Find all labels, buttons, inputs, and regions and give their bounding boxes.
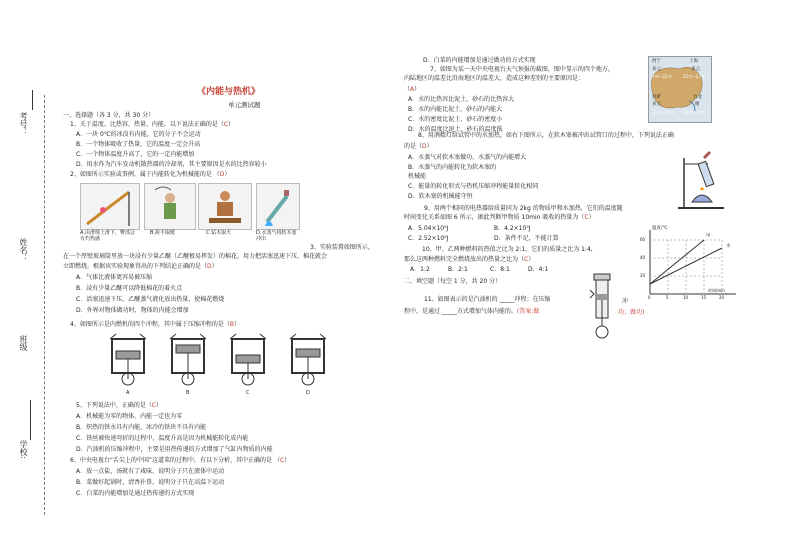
- graph-xtick-20: 20: [719, 295, 725, 300]
- q10-option-b: B．2:1: [448, 266, 468, 273]
- q5-option-a: A．机械能为零的物体，内能一定也为零: [76, 413, 183, 420]
- q6-answer: C: [279, 457, 285, 464]
- map-lasa-weather: 多云: [652, 102, 661, 107]
- q10-option-d: D．4:1: [528, 266, 549, 273]
- graph-ytick-20: 20: [640, 273, 646, 278]
- page-title: 《内能与热机》: [197, 87, 261, 97]
- series-jia-line: [650, 240, 704, 284]
- school-label: 学校:: [19, 440, 28, 459]
- name-label: 姓名：: [19, 238, 28, 262]
- q1-answer: C: [223, 121, 229, 128]
- page-subtitle: 单元测试题: [228, 101, 261, 109]
- map-lasa-temp: 11℃~24℃: [652, 110, 675, 115]
- graph-ylabel: 温度/℃: [652, 226, 668, 231]
- q10-answer: C: [524, 256, 529, 263]
- map-taibei-temp: 25℃~28℃: [683, 110, 706, 115]
- q9-temperature-graph: [636, 226, 740, 302]
- q7-option-a: A．水的比热容比泥土、砂石的比热容大: [408, 96, 515, 103]
- q7-stem-1: 7、如图为某一天中央电视台天气预报的截图，图中显示的四个地方，: [430, 66, 614, 73]
- map-taibei: 台北: [693, 95, 702, 100]
- q8-option-a: A．水蒸气对软木塞做功，水蒸气的内能增大: [408, 154, 527, 161]
- binding-dashed-line: [44, 95, 45, 515]
- q2-caption-d: D.水蒸气将软木塞冲出: [256, 230, 297, 242]
- q11-stem-right-1: 冲: [622, 298, 629, 305]
- q4-label-b: B: [186, 390, 190, 396]
- q6-option-b: B．菜做好起锅时，清香扑鼻，说明分子只在高温下运动: [76, 479, 225, 486]
- engine-d: [290, 334, 326, 385]
- q11-answer-label: (答案:做: [516, 308, 540, 315]
- q9-option-b: B．4.2×10⁵J: [494, 225, 531, 232]
- school-underline: [30, 400, 31, 440]
- q2-image-slide: [80, 183, 140, 230]
- map-xining: 西宁: [652, 59, 661, 64]
- q3-stem-body: 在一个厚壁玻璃筒里放一块浸有少量乙醚（乙醚极易挥发）的棉花，用力把活塞迅速下压，棉花就会: [63, 253, 328, 260]
- q9-stem-1: 9、用两个相同的电热器给质量同为 2kg 的物质甲和水加热，它们的温度随: [424, 205, 623, 212]
- graph-ytick-40: 40: [640, 255, 646, 260]
- q5-answer: C: [151, 402, 157, 409]
- q2-image-hands: [144, 183, 196, 230]
- section-1-heading: 一、选择题（各 3 分，共 30 分）: [63, 112, 155, 119]
- q4-answer: B: [229, 321, 234, 328]
- q11-stem-right-2: 功；做功): [618, 309, 645, 316]
- map-shanghai-temp: 22℃~27℃: [683, 74, 706, 79]
- q9-answer: C: [584, 214, 589, 221]
- q8-option-b-2: 机械能: [408, 173, 427, 180]
- q3-option-c: C．活塞迅速下压，乙醚蒸气液化放出热量，使棉花燃烧: [76, 296, 225, 303]
- q8-apparatus-image: [668, 150, 728, 212]
- q10-stem-2: 那么这两种燃料完全燃烧放出的热量之比为（C）: [404, 256, 535, 263]
- q4-stem: 4、如图所示是内燃机的四个冲程，其中属于压缩冲程的是（B）: [70, 321, 240, 328]
- map-xining-weather: 多云: [652, 67, 661, 72]
- q9-option-a: A．5.04×10⁵J: [408, 225, 449, 232]
- graph-ytick-60: 60: [640, 237, 646, 242]
- q7-stem-3: （A）: [404, 86, 421, 93]
- q7-stem-2: 内陆地区的温差比沿海地区的温差大，造成这种差别的主要原因是：: [404, 75, 585, 82]
- exam-no-underline: [32, 90, 33, 110]
- q3-option-b: B．浸有少量乙醚可以降低棉花的着火点: [76, 285, 183, 292]
- q5-option-d: D．汽油机的压缩冲程中，主要是用热传递的方式增加了气缸内物质的内能: [76, 446, 273, 453]
- map-xining-temp: 0℃~22℃: [652, 74, 672, 79]
- map-taibei-weather: 晴: [695, 102, 700, 107]
- q7-option-c: C．水的密度比泥土、砂石的密度小: [408, 116, 503, 123]
- q10-stem-1: 10、甲、乙两种燃料的热值之比为 2:1，它们的质量之比为 1:4，: [422, 246, 597, 253]
- graph-xtick-0: 0: [648, 295, 651, 300]
- map-shanghai: 上海: [689, 59, 698, 64]
- q6-stem: 6、中央电视台“舌尖上的中国”这道菜的过程中，有以下分析，其中正确的是 （C）: [70, 457, 291, 464]
- q9-option-d: D．条件不足，不能计算: [494, 235, 559, 242]
- engine-c: [230, 334, 266, 385]
- q3-option-a: A．气体比液体更容易被压缩: [76, 274, 153, 281]
- q6-option-c: C．白菜的内能增加是通过热传递的方式实现: [76, 490, 195, 497]
- class-label: 班级: [19, 335, 28, 351]
- q8-option-b-1: B．水蒸气的内能转化为软木塞的: [408, 164, 497, 171]
- q9-stem-2: 时间变化关系如图 6 所示，据此判断甲物质 10min 吸收的热量为（C）: [404, 214, 595, 221]
- q3-option-d: D．外界对物体做功时，物体的内能会增加: [76, 307, 189, 314]
- q2-caption-c: C.钻木取火: [206, 230, 232, 236]
- q5-option-c: C．铁丝被快速弯折的过程中，温度升高是因为机械能转化成内能: [76, 435, 249, 442]
- q11-stem-1: 11、如图表示的是汽油机的 _____冲程；在压缩: [424, 296, 551, 303]
- q1-stem: 1、关于温度、比热容、热量、内能，以下说法正确的是（C）: [70, 121, 235, 128]
- q8-option-c: C．能量的转化形式与热机压缩冲程能量转化相同: [408, 183, 539, 190]
- q8-option-d: D．软木塞的机械能守恒: [408, 193, 473, 200]
- graph-series-jia: 甲: [706, 234, 711, 239]
- q4-label-d: D: [306, 390, 310, 396]
- q8-stem-1: 8、用酒精灯给试管中的水加热，如右下图所示，在软木塞被冲出试管口的过程中，下列说法正确: [418, 132, 674, 139]
- q7-answer: A: [410, 86, 415, 93]
- map-shanghai-weather: 多云: [691, 67, 700, 72]
- q6-option-a: A．放一点盐，汤就有了咸味，说明分子只在液体中运动: [76, 468, 225, 475]
- q3-answer: D: [207, 263, 212, 270]
- q4-label-c: C: [246, 390, 250, 396]
- q7-option-d: D．水的温度比泥土、砂石的温度低: [408, 126, 503, 133]
- q2-image-drill: [198, 183, 252, 230]
- q5-option-b: B．炽热的铁水具有内能，冰冷的铁块不具有内能: [76, 424, 207, 431]
- graph-series-water: 水: [726, 244, 731, 249]
- q8-stem-2: 的是（D）: [404, 143, 433, 150]
- engine-b: [170, 334, 206, 385]
- q5-stem: 5、下列说法中，正确的是（C）: [76, 402, 163, 409]
- graph-xtick-10: 10: [683, 295, 689, 300]
- q7-option-b: B．水的内能比泥土、砂石的内能大: [408, 106, 503, 113]
- q2-image-cork: [256, 183, 300, 230]
- q3-stem-end: 立即燃烧。根据该实验现象得出的下列结论正确的是（D）: [63, 263, 218, 270]
- q1-option-c: C．一个物体温度升高了，它的一定内能增加: [76, 151, 195, 158]
- q1-option-d: D．用水作为汽车发动机散热器的冷却剂，其主要原因是水的比热容较小: [76, 161, 267, 168]
- graph-xtick-15: 15: [701, 295, 707, 300]
- q10-option-a: A．1:2: [410, 266, 430, 273]
- q1-option-b: B．一个物体吸收了热量，它的温度一定会升高: [76, 141, 201, 148]
- q11-engine-image: [588, 270, 616, 342]
- section-2-heading: 二、填空题（每空 1 分，共 20 分）: [404, 278, 502, 285]
- q4-engine-diagrams: [100, 333, 336, 388]
- graph-xlabel: 时间/min: [708, 288, 725, 293]
- q2-caption-b: B.搓手取暖: [150, 230, 176, 236]
- exam-no-label: 考号：: [19, 112, 28, 136]
- q2-stem: 2、如图所示实验或事例，属于内能转化为机械能的是 （D）: [70, 171, 231, 178]
- q6-option-d: D．白菜的内能增加是通过做功的方式实现: [423, 57, 536, 64]
- q1-option-a: A．一块 0℃的冰没有内能，它的分子不会运动: [76, 131, 201, 138]
- q3-stem-start: 3、实验装置如图所示，: [310, 244, 374, 251]
- q10-option-c: C．8:1: [490, 266, 510, 273]
- q2-caption-a: A.由滑梯上滑下，臀部会有灼热感: [80, 230, 135, 242]
- map-lasa: 拉萨: [652, 95, 661, 100]
- q9-option-c: C．2.52×10⁵J: [408, 235, 449, 242]
- engine-a: [110, 334, 146, 385]
- q11-stem-2: 程中，是通过 _____方式增加气体内能的。(答案:做: [404, 308, 540, 315]
- graph-xtick-5: 5: [666, 295, 669, 300]
- q2-answer: D: [219, 171, 225, 178]
- weather-map: [648, 56, 712, 123]
- q8-answer: D: [422, 143, 427, 150]
- q4-label-a: A: [126, 390, 130, 396]
